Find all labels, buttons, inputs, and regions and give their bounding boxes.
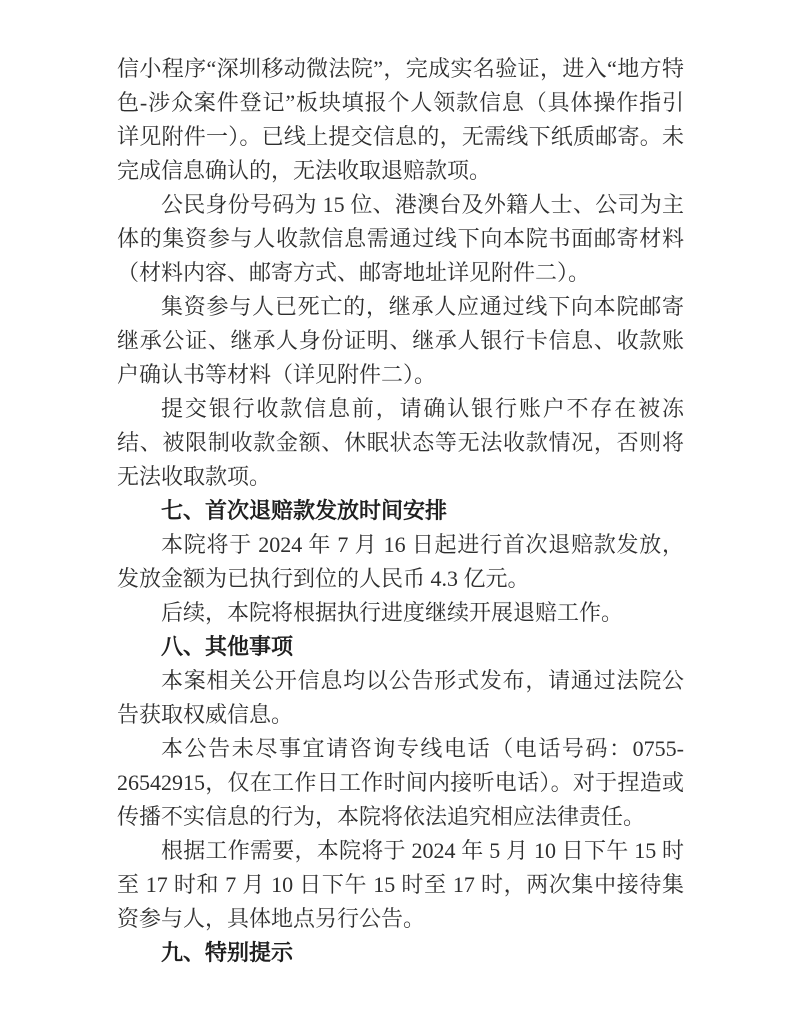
- document-body: [117, 52, 684, 970]
- section-heading: 九、特别提示: [161, 940, 294, 965]
- body-paragraph: 集资参与人已死亡的，继承人应通过线下向本院邮寄继承公证、继承人身份证明、继承人银行卡信息、收款账户确认书等材料（详见附件二）。: [117, 294, 684, 387]
- body-paragraph: 提交银行收款信息前，请确认银行账户不存在被冻结、被限制收款金额、休眠状态等无法收款情况，否则将无法收取款项。: [117, 396, 684, 489]
- body-paragraph: 本案相关公开信息均以公告形式发布，请通过法院公告获取权威信息。: [117, 668, 684, 727]
- section-heading: 七、首次退赔款发放时间安排: [161, 498, 448, 523]
- body-paragraph: 后续，本院将根据执行进度继续开展退赔工作。: [161, 600, 624, 625]
- body-paragraph: 本院将于 2024 年 7 月 16 日起进行首次退赔款发放，发放金额为已执行到位的人民币 4.3 亿元。: [117, 532, 684, 591]
- body-paragraph: 本公告未尽事宜请咨询专线电话（电话号码：0755-26542915，仅在工作日工作时间内接听电话）。对于捏造或传播不实信息的行为，本院将依法追究相应法律责任。: [117, 736, 684, 829]
- body-paragraph: 根据工作需要，本院将于 2024 年 5 月 10 日下午 15 时至 17 时和 7 月 10 日下午 15 时至 17 时，两次集中接待集资参与人，具体地点另行公告。: [117, 838, 684, 931]
- body-paragraph: 公民身份号码为 15 位、港澳台及外籍人士、公司为主体的集资参与人收款信息需通过线下向本院书面邮寄材料（材料内容、邮寄方式、邮寄地址详见附件二）。: [117, 192, 684, 285]
- body-paragraph: 信小程序“深圳移动微法院”，完成实名验证，进入“地方特色-涉众案件登记”板块填报个人领款信息（具体操作指引详见附件一）。已线上提交信息的，无需线下纸质邮寄。未完成信息确认的，无法收取退赔款项。: [117, 56, 684, 183]
- section-heading: 八、其他事项: [161, 634, 294, 659]
